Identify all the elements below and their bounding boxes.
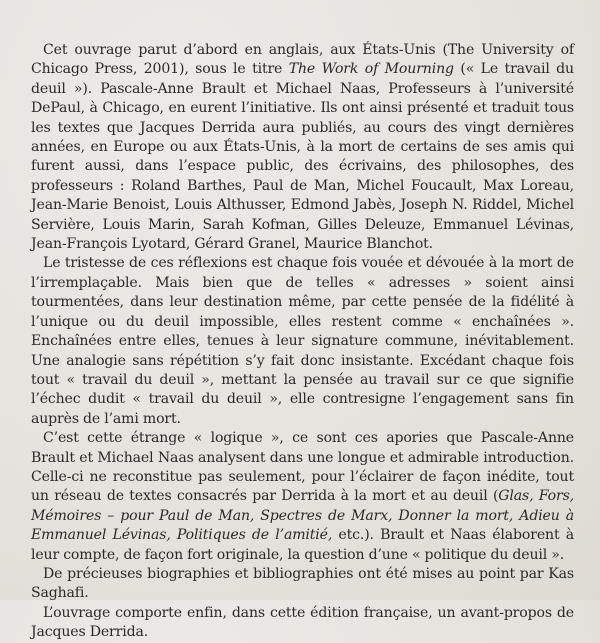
paragraph-foreword: L’ouvrage comporte enfin, dans cette édition française, un avant-propos de Jacques Derrida. — [31, 604, 574, 641]
paragraph-introduction — [31, 429, 574, 565]
english-title-italic: The Work of Mourning — [288, 61, 454, 78]
paragraph-biographies: De précieuses biographies et bibliographies ont été mises au point par Kas Saghafi. — [31, 565, 574, 602]
paragraph-1-text-a: Cet ouvrage parut d’abord en anglais, aux États-Unis (The University of Chicago Press, 2001), sous le titre — [31, 42, 574, 78]
paragraph-mourning-reflection: Le tristesse de ces réflexions est chaque fois vouée et dévouée à la mort de l’irremplaçable. Mais bien que de telles « adresses » soient ainsi tourmentées, dans leur destination même, par cette pensée de la fidélité à l’unique ou du deuil impossible, elles restent comme « enchaînées ». Enchaînées entre elles, tenues à leur signature commune, inévitablement. Une analogie sans répétition s’y fait donc insistante. Excédant chaque fois tout « travail du deuil », mettant la pensée au travail sur ce que signifie l’échec dudit « travail du deuil », elle contresigne l’engagement sans fin auprès de l’ami mort. — [31, 255, 574, 427]
paragraph-1-text-b: (« Le travail du deuil »). Pascale-Anne Brault et Michael Naas, Professeurs à l’université DePaul, à Chicago, en eurent l’initiative. Ils ont ainsi présenté et traduit tous les textes que Jacques Derrida aura publiés, au cours des vingt dernières années, en Europe ou aux États-Unis, à la mort de certains de ses amis qui furent aussi, dans l’espace public, des écrivains, des philosophes, des professeurs : Roland Barthes, Paul de Man, Michel Foucault, Max Loreau, Jean-Marie Benoist, Louis Althusser, Edmond Jabès, Joseph N. Riddel, Michel Servière, Louis Marin, Sarah Kofman, Gilles Deleuze, Emmanuel Lévinas, Jean-François Lyotard, Gérard Granel, Maurice Blanchot. — [31, 61, 574, 253]
paragraph-publication-history — [31, 41, 574, 254]
paragraph-3-text-b: etc.). Brault et Naas élaborent à leur compte, de façon fort originale, la question d’une « politique du deuil ». — [31, 527, 574, 563]
paragraph-3-text-a: C’est cette étrange « logique », ce sont ces apories que Pascale-Anne Brault et Michael Naas analysent dans une longue et admirable introduction. Celle-ci ne reconstitue pas seulement, pour l’éclairer de façon inédite, tout un réseau de textes consacrés par Derrida à la mort et au deuil ( — [31, 430, 574, 505]
derrida-works-italic: Glas, Fors, Mémoires – pour Paul de Man, Spectres de Marx, Donner la mort, Adieu à Emmanuel Lévinas, Politiques de l’amitié, — [31, 488, 574, 544]
